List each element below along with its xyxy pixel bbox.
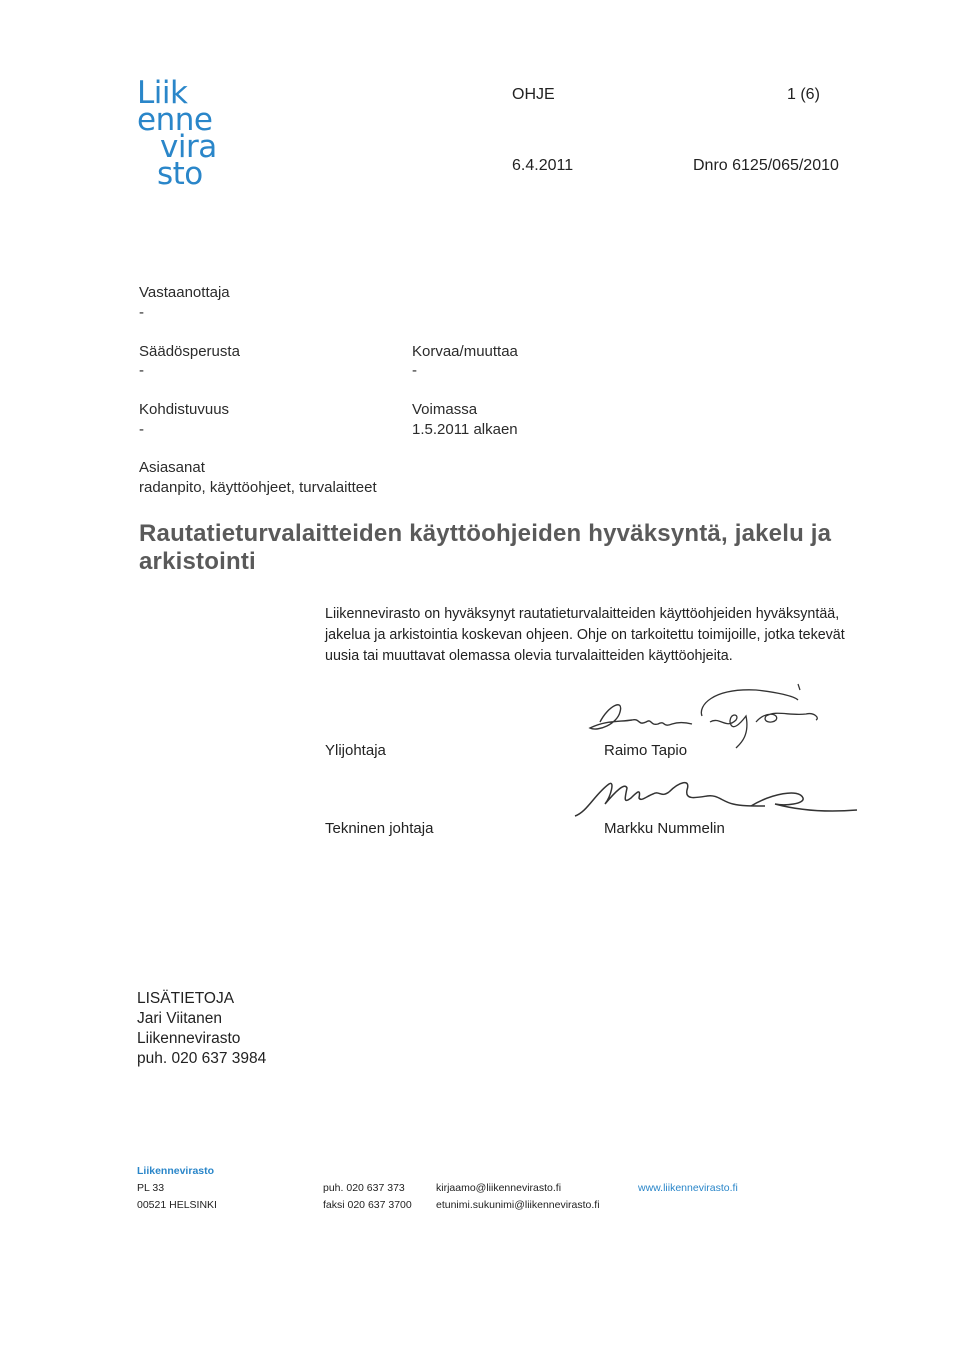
document-title: Rautatieturvalaitteiden käyttöohjeiden hyväksyntä, jakelu ja arkistointi	[139, 520, 832, 575]
doc-dnro: Dnro 6125/065/2010	[693, 157, 839, 174]
statute-label: Säädösperusta	[139, 343, 240, 360]
replaces-label: Korvaa/muuttaa	[412, 343, 518, 360]
recipient-value: -	[139, 304, 144, 321]
body-paragraph: Liikennevirasto on hyväksynyt rautatieturvalaitteiden käyttöohjeiden hyväksyntää, jakelua ja arkistointia koskevan ohjeen. Ohje on tarkoitettu toimijoille, jotka tekevät uusia tai muuttavat olemassa olevia turvalaitteiden käyttöohjeita.	[325, 606, 845, 664]
logo-line-4: sto	[157, 156, 203, 192]
signer-2-role: Tekninen johtaja	[325, 820, 434, 837]
footer-website-link[interactable]: www.liikennevirasto.fi	[638, 1182, 738, 1194]
replaces-value: -	[412, 362, 417, 379]
liikennevirasto-logo	[137, 75, 247, 192]
footer-pobox: PL 33	[137, 1182, 165, 1194]
signer-1-name: Raimo Tapio	[604, 742, 688, 759]
signer-2-name: Markku Nummelin	[604, 820, 725, 837]
logo-line-1: Liik	[137, 75, 188, 111]
footer-fax: faksi 020 637 3700	[323, 1199, 412, 1211]
footer-email-personal[interactable]: etunimi.sukunimi@liikennevirasto.fi	[436, 1199, 600, 1211]
more-info-org: Liikennevirasto	[137, 1030, 241, 1047]
keywords-value: radanpito, käyttöohjeet, turvalaitteet	[139, 479, 377, 496]
doc-date: 6.4.2011	[512, 157, 574, 174]
logo-line-3: vira	[160, 129, 217, 165]
recipient-label: Vastaanottaja	[139, 284, 230, 301]
signature-raimo-tapio	[580, 680, 830, 750]
signer-1-role: Ylijohtaja	[325, 742, 386, 759]
footer-email-registry[interactable]: kirjaamo@liikennevirasto.fi	[436, 1182, 562, 1194]
target-value: -	[139, 421, 144, 438]
valid-label: Voimassa	[412, 401, 478, 418]
logo-line-2: enne	[137, 102, 213, 138]
more-info-name: Jari Viitanen	[137, 1010, 223, 1027]
more-info-phone: puh. 020 637 3984	[137, 1050, 267, 1067]
statute-value: -	[139, 362, 144, 379]
footer-phone: puh. 020 637 373	[323, 1182, 405, 1194]
signature-markku-nummelin	[575, 772, 865, 822]
doc-type: OHJE	[512, 86, 555, 103]
valid-value: 1.5.2011 alkaen	[412, 421, 518, 438]
footer-org: Liikennevirasto	[137, 1165, 215, 1177]
footer-postal: 00521 HELSINKI	[137, 1199, 217, 1211]
more-info-heading: LISÄTIETOJA	[137, 990, 235, 1007]
page-number: 1 (6)	[787, 86, 820, 103]
keywords-label: Asiasanat	[139, 459, 205, 476]
target-label: Kohdistuvuus	[139, 401, 230, 418]
